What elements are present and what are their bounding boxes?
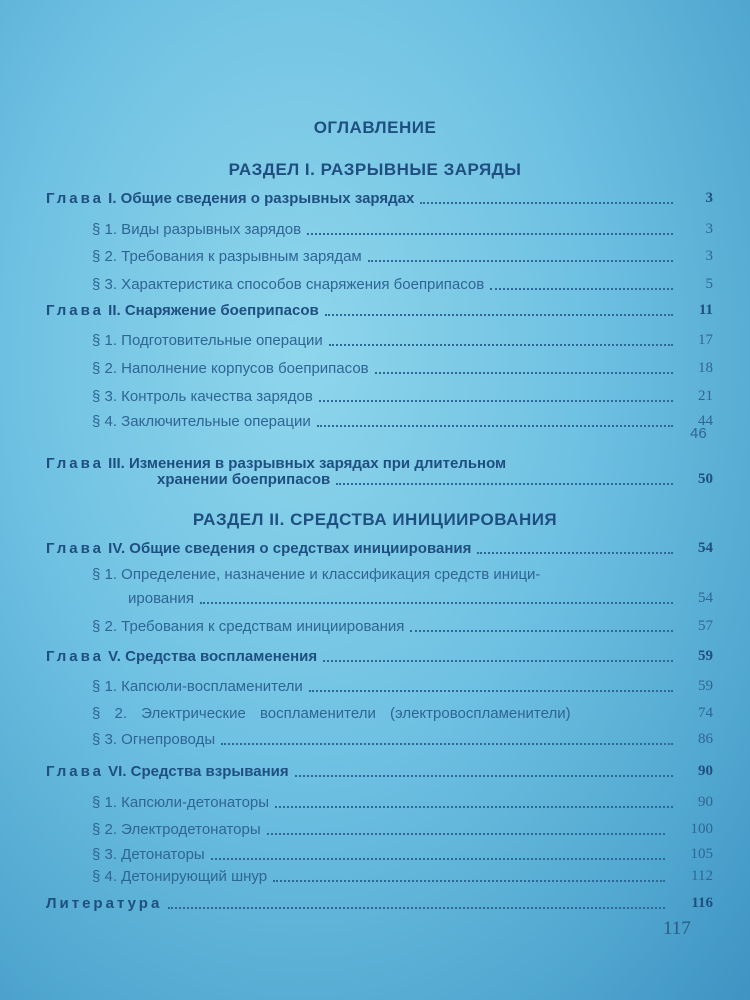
chapter-5-entry: [46, 648, 713, 665]
page-ref: 90: [698, 794, 713, 810]
section-title: § 2. Наполнение корпусов боеприпасов: [92, 360, 369, 377]
chapter-6-title: VI. Средства взрывания: [108, 763, 289, 780]
leader-dots: [267, 833, 665, 835]
part2-heading: РАЗДЕЛ II. СРЕДСТВА ИНИЦИИРОВАНИЯ: [192, 510, 558, 529]
page-ref: 5: [705, 276, 713, 292]
page-ref: 112: [691, 868, 713, 884]
leader-dots: [275, 806, 673, 808]
section-entry: [92, 794, 713, 811]
chapter-3-title-line2: хранении боеприпасов: [157, 471, 331, 488]
section-title: § 1. Виды разрывных зарядов: [92, 221, 302, 238]
leader-dots: [368, 260, 673, 262]
leader-dots: [477, 552, 673, 554]
section-title: § 2. Электродетонаторы: [92, 821, 261, 838]
section-entry: [92, 360, 713, 377]
leader-dots: [375, 372, 673, 374]
page-ref: 11: [698, 302, 713, 318]
chapter-2-entry: [46, 302, 713, 319]
page-number: 117: [663, 918, 691, 939]
page-ref: 3: [705, 248, 713, 264]
section-title: § 3. Характеристика способов снаряжения боеприпасов: [92, 276, 485, 293]
page-ref: 59: [698, 678, 713, 694]
leader-dots: [490, 288, 673, 290]
page-ref: 50: [698, 471, 713, 487]
literature-title: Литература: [46, 895, 163, 912]
page-ref: 3: [705, 190, 713, 206]
chapter-prefix: Глава: [46, 455, 104, 472]
section-entry: [92, 821, 713, 838]
section-continuation: [128, 590, 713, 607]
chapter-3-continuation: [157, 471, 713, 488]
section-entry: [92, 846, 713, 863]
leader-dots: [410, 630, 673, 632]
section-title: § 3. Детонаторы: [92, 846, 205, 863]
section-entry: [92, 566, 713, 583]
chapter-1-title: I. Общие сведения о разрывных зарядах: [108, 190, 415, 207]
leader-dots: [295, 775, 673, 777]
leader-dots: [420, 202, 673, 204]
page-ref: 17: [698, 332, 713, 348]
section-entry: [92, 705, 713, 722]
section-entry: [92, 332, 713, 349]
leader-dots: [309, 690, 673, 692]
section-title: § 3. Контроль качества зарядов: [92, 388, 313, 405]
leader-dots: [329, 344, 673, 346]
page-ref: 59: [698, 648, 713, 664]
chapter-1-entry: [46, 190, 713, 207]
chapter-2-title: II. Снаряжение боеприпасов: [108, 302, 319, 319]
leader-dots: [168, 907, 665, 909]
page-ref: 86: [698, 731, 713, 747]
leader-dots: [273, 880, 665, 882]
page-ref: 100: [690, 821, 713, 837]
chapter-3-entry: [46, 455, 713, 472]
page-ref: 90: [698, 763, 713, 779]
section-entry: [92, 678, 713, 695]
section-title-line2: ирования: [128, 590, 194, 607]
chapter-prefix: Глава: [46, 190, 104, 207]
page-ref: 57: [698, 618, 713, 634]
section-entry: [92, 731, 713, 748]
section-title: § 1. Капсюли-воспламенители: [92, 678, 303, 695]
leader-dots: [336, 483, 673, 485]
page-ref: 3: [705, 221, 713, 237]
leader-dots: [200, 602, 673, 604]
page-ref: 54: [698, 540, 713, 556]
section-title: § 1. Капсюли-детонаторы: [92, 794, 270, 811]
chapter-prefix: Глава: [46, 540, 104, 557]
chapter-3-title: III. Изменения в разрывных зарядах при длительном: [108, 455, 507, 472]
section-title: § 4. Заключительные операции: [92, 413, 311, 430]
section-entry: [92, 388, 713, 405]
leader-dots: [307, 233, 673, 235]
chapter-prefix: Глава: [46, 763, 104, 780]
section-entry: [92, 276, 713, 293]
page-ref: 74: [698, 705, 713, 721]
leader-dots: [323, 660, 673, 662]
chapter-prefix: Глава: [46, 302, 104, 319]
page-ref: 54: [698, 590, 713, 606]
section-title: § 2. Электрические воспламенители (электровоспламенители): [92, 705, 571, 722]
leader-dots: [317, 425, 673, 427]
section-title: § 4. Детонирующий шнур: [92, 868, 268, 885]
section-title: § 2. Требования к разрывным зарядам: [92, 248, 362, 265]
chapter-5-title: V. Средства воспламенения: [108, 648, 318, 665]
page-ref: 21: [698, 388, 713, 404]
section-entry: [92, 413, 713, 430]
leader-dots: [325, 314, 673, 316]
leader-dots: [319, 400, 673, 402]
section-title: § 1. Определение, назначение и классификация средств иници-: [92, 566, 541, 583]
leader-dots: [211, 858, 665, 860]
section-title: § 3. Огнепроводы: [92, 731, 216, 748]
section-entry: [92, 868, 713, 885]
page-ref: 18: [698, 360, 713, 376]
section-title: § 2. Требования к средствам инициирования: [92, 618, 405, 635]
page-ref: 46: [690, 425, 707, 442]
page-ref: 105: [690, 846, 713, 862]
literature-entry: [46, 895, 713, 912]
section-entry: [92, 221, 713, 238]
section-entry: [92, 248, 713, 265]
page-ref: 44: [698, 413, 713, 429]
section-title: § 1. Подготовительные операции: [92, 332, 323, 349]
chapter-4-entry: [46, 540, 713, 557]
toc-title: ОГЛАВЛЕНИЕ: [313, 118, 437, 137]
chapter-prefix: Глава: [46, 648, 104, 665]
leader-dots: [221, 743, 673, 745]
chapter-4-title: IV. Общие сведения о средствах инициирования: [108, 540, 472, 557]
section-entry: [92, 618, 713, 635]
part1-heading: РАЗДЕЛ I. РАЗРЫВНЫЕ ЗАРЯДЫ: [228, 160, 522, 179]
page-ref: 116: [691, 895, 713, 911]
chapter-6-entry: [46, 763, 713, 780]
